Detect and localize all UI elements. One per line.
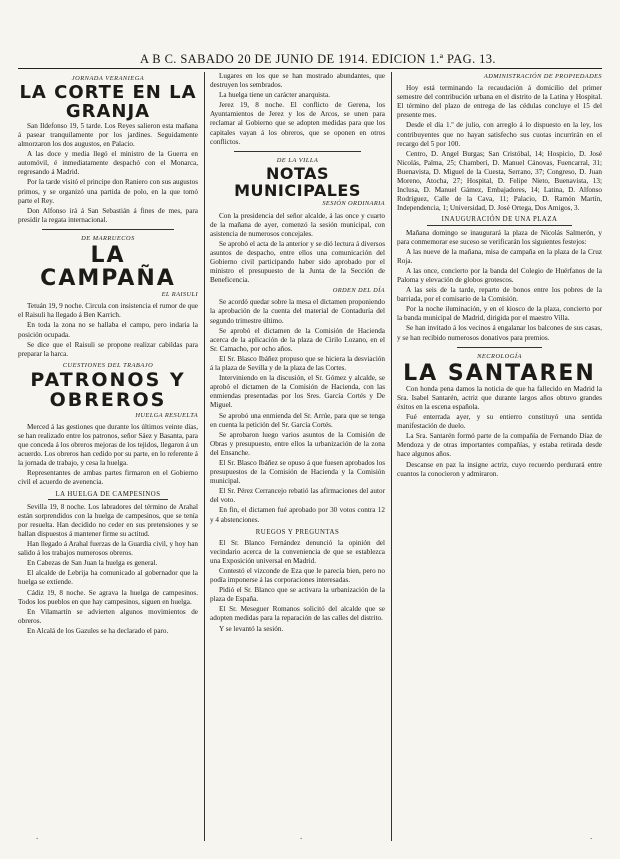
paragraph: A las nueve de la mañana, misa de campaña en la plaza de la Cruz Roja. — [397, 247, 602, 265]
kicker: NECROLOGÍA — [477, 352, 522, 360]
paragraph: Descanse en paz la insigne actriz, cuyo recuerdo perdurará entre cuantos la conocieron y admiraron. — [397, 460, 602, 478]
header-rule — [18, 68, 602, 69]
paragraph: Centro, D. Angel Burgas; San Cristóbal, 14; Hospicio, D. José Nicolás, Palma, 25; Chamberí, D. Manuel Cánovas, Fuencarral, 31; Buenavista, D. Miguel de la Cuesta, Serrano, 37; Congreso, D. Juan Moreno, Atocha, 27; Hospital, D. Felipe Nieto, Buenavista, 13; Inclusa, D. Manuel Gámez, Embajadores, 14; Latina, D. Alfonso Rodríguez, Calle de la Cava, 11; Palacio, D. Ramón Martín, Independencia, 1; Universidad, D. José Ortega, Dos Amigos, 3. — [397, 149, 602, 213]
footer-mark: · — [36, 835, 39, 843]
paragraph: Merced á las gestiones que durante los últimos veinte días, se han realizado entre los patronos, señor Sáez y Basanta, para que conceda á los obreros mejoras de los tejidos, llegaron á un acuerdo. Los obreros han cedido por su parte, en lo referente á la jornada de trabajo, y cesa la huelga. — [18, 422, 198, 468]
paragraph: Desde el día 1.º de julio, con arreglo á lo dispuesto en la ley, los contribuyentes que no hayan satisfecho sus cuotas incurrirán en el recargo del 5 por 100. — [397, 121, 602, 148]
subheading: SESIÓN ORDINARIA — [322, 200, 385, 208]
paragraph: Tetuán 19, 9 noche. Circula con insistencia el rumor de que el Raisuli ha llegado á Ben Karrich. — [18, 302, 198, 320]
section-subhead: RUEGOS Y PREGUNTAS — [255, 528, 340, 536]
paragraph: Se aprobó una enmienda del Sr. Arrúe, para que se tenga en cuenta la petición del Sr. García Cortés. — [210, 411, 385, 429]
paragraph: Mañana domingo se inaugurará la plaza de Nicolás Salmerón, y para conmemorar ese suceso se verificarán los siguientes festejos: — [397, 228, 602, 246]
divider — [457, 347, 542, 348]
paragraph: En Alcalá de los Gazules se ha declarado el paro. — [27, 626, 169, 635]
paragraph: El Sr. Pérez Cerrancejo rebatió las afirmaciones del autor del voto. — [210, 487, 385, 505]
paragraph: Representantes de ambas partes firmaron en el Gobierno civil el acuerdo de avenencia. — [18, 469, 198, 487]
column-1 — [18, 72, 198, 841]
running-header: A B C. SABADO 20 DE JUNIO DE 1914. EDICION 1.ª PAG. 13. — [140, 52, 496, 66]
paragraph: En toda la zona no se hallaba el campo, pero indaria la posición ocupada. — [18, 321, 198, 339]
headline-notas-municipales: NOTAS MUNICIPALES — [234, 163, 361, 200]
paragraph: El Sr. Blasco Ibáñez se opuso á que fuesen aprobados los presupuestos de la Comisión de Hacienda y la Comisión municipal. — [210, 458, 385, 486]
paragraph: Interviniendo en la discusión, el Sr. Gómez y alcalde, se aprobó el dictamen de la Comisión de Hacienda, con las enmiendas presentadas por los Sres. García Cortés y De Miguel. — [210, 374, 385, 410]
paragraph: El Sr. Blasco Ibáñez propuso que se hiciera la desviación á la plaza de Sevilla y de la plaza de las Cortes. — [210, 354, 385, 373]
column-divider-1 — [204, 72, 205, 841]
kicker: DE LA VILLA — [276, 156, 319, 164]
paragraph: Pidió el Sr. Blanco que se activara la urbanización de la plaza de España. — [210, 586, 385, 604]
kicker: CUESTIONES DEL TRABAJO — [62, 361, 154, 369]
column-3 — [397, 72, 602, 841]
kicker: DE MARRUECOS — [81, 234, 135, 242]
paragraph: La Sra. Santarén formó parte de la compañía de Fernando Díaz de Mendoza y de otras importantes compañías, y estaba retirada desde hace algunos años. — [397, 432, 602, 459]
paragraph: Lugares en los que se han mostrado abundantes, que destruyen los sembrados. — [210, 72, 385, 90]
paragraph: Han llegado á Arahal fuerzas de la Guardia civil, y hoy han salido á los trabajos numerosos obreros. — [18, 540, 198, 558]
paragraph: Cádiz 19, 8 noche. Se agrava la huelga de campesinos. Todos los pueblos en que hay campesinos, siguen en huelga. — [18, 588, 198, 606]
paragraph: Don Alfonso irá á San Sebastián á fines de mes, para presidir la regata internacional. — [18, 206, 198, 224]
paragraph: Se aprobaron luego varios asuntos de la Comisión de Obras y presupuesto, entre ellos la urbanización de la zona del Ensanche. — [210, 430, 385, 457]
subheading: EL RAISULI — [161, 291, 198, 299]
column-divider-2 — [391, 72, 392, 841]
paragraph: Se acordó quedar sobre la mesa el dictamen proponiendo la aprobación de la cuenta del material de Contaduría del segundo trimestre último. — [210, 298, 385, 325]
section-subhead: ADMINISTRACIÓN DE PROPIEDADES — [483, 73, 602, 80]
paragraph: El alcalde de Lebrija ha comunicado al gobernador que la huelga se extiende. — [18, 569, 198, 587]
paragraph: Se aprobó el acta de la anterior y se dió lectura á diversos asuntos de despacho, entre ellos una comunicación del Gobierno civil participando haber sido aprobado por el ministro el presupuesto de la Junta de la Sección de Beneficencia. — [210, 239, 385, 285]
paragraph: Se aprobó el dictamen de la Comisión de Hacienda acerca de la aplicación de la plaza de Cirilo Lozano, en el Sr. Camacho, por ocho años. — [210, 326, 385, 353]
paragraph: Fué enterrada ayer, y su entierro constituyó una sentida manifestación de duelo. — [397, 413, 602, 431]
paragraph: San Ildefonso 19, 5 tarde. Los Reyes salieron esta mañana á pasear tranquilamente por los jardines. Seguidamente almorzaron los dos augustos, en Palacio. — [18, 121, 198, 149]
footer-mark: · — [300, 835, 303, 843]
column-2 — [210, 72, 385, 841]
paragraph: En Cabezas de San Juan la huelga es general. — [27, 559, 158, 568]
paragraph: A las seis de la tarde, reparto de bonos entre los pobres de la barriada, por el comisario de la Comisión. — [397, 286, 602, 304]
headline-la-santaren: LA SANTAREN — [403, 360, 596, 386]
paragraph: Por la tarde visitó el principe don Raniero con sus augustos primos, y se organizó una partida de polo, en la que tomó parte el Rey. — [18, 178, 198, 205]
headline-patronos: PATRONOS Y OBREROS — [30, 368, 186, 411]
paragraph: Contestó el vizconde de Eza que le parecía bien, pero no podía imponerse á las corporaciones interesadas. — [210, 567, 385, 585]
paragraph: En fin, el dictamen fué aprobado por 30 votos contra 12 y 4 abstenciones. — [210, 506, 385, 524]
headline-la-corte: LA CORTE EN LA GRANJA — [19, 82, 197, 122]
paragraph: La huelga tiene un carácter anarquista. — [219, 91, 330, 100]
paragraph: Se han invitado á los vecinos á engalanar los balcones de sus casas, y se han recibido numerosos donativos para premios. — [397, 324, 602, 342]
paragraph: Se dice que el Raisuli se propone realizar cabildas para preparar la harca. — [18, 340, 198, 358]
footer-mark: · — [590, 835, 593, 843]
paragraph: Y se levantó la sesión. — [219, 624, 284, 633]
divider — [42, 229, 174, 230]
paragraph: El Sr. Meseguer Romanos solicitó del alcalde que se adopten medidas para la reparación de las calles del distrito. — [210, 605, 385, 623]
kicker: JORNADA VERANIEGA — [71, 75, 145, 82]
paragraph: A las doce y media llegó el ministro de la Guerra en automóvil, é inmediatamente despachó con el Monarca, regresando á Madrid. — [18, 150, 198, 177]
section-subhead: ORDEN DEL DÍA — [332, 287, 385, 295]
paragraph: El Sr. Blanco Fernández denunció la opinión del vecindario acerca de la conveniencia de que se establezca una Exposición universal en Madrid. — [210, 538, 385, 565]
headline-la-campana: LA CAMPAÑA — [40, 243, 176, 292]
paragraph: Por la noche iluminación, y en el kiosco de la plaza, concierto por la banda municipal de Madrid, dirigida por el maestro Villa. — [397, 305, 602, 323]
paragraph: En Vilamartín se advierten algunos movimientos de obreros. — [18, 607, 198, 625]
section-subhead: INAUGURACIÓN DE UNA PLAZA — [427, 215, 572, 225]
paragraph: Sevilla 19, 8 noche. Los labradores del término de Arahal están sorprendidos con la huelga de campesinos, que se tenía por resuelta. Han decidido no ceder en sus pretensiones y se hallan dispuestos á mantener firme su actitud. — [18, 502, 198, 538]
paragraph: Con la presidencia del señor alcalde, á las once y cuarto de la mañana de ayer, comenzó la sesión municipal, con asistencia de numerosos concejales. — [210, 211, 385, 238]
paragraph: A las once, concierto por la banda del Colegio de Huérfanos de la Paloma y elevación de globos grotescos. — [397, 266, 602, 284]
paragraph: Hoy está terminando la recaudación á domicilio del primer semestre del contribución urbana en el distrito de la Latina y Hospital. El término del plazo de entrega de las cédulas concluye el 15 del presente mes. — [397, 84, 602, 120]
subheading: HUELGA RESUELTA — [135, 411, 198, 419]
paragraph: Con honda pena damos la noticia de que ha fallecido en Madrid la Sra. Isabel Santarén, actriz que durante largos años obtuvo grandes éxitos en la escena española. — [397, 384, 602, 411]
paragraph: Jerez 19, 8 noche. El conflicto de Gerena, los Ayuntamientos de Jerez y los de Arcos, se unen para reclamar al Gobierno que se adopten medidas para que los capitales vayan á los obreros, que se oponen en otros conflictos. — [210, 101, 385, 146]
divider — [234, 151, 361, 152]
section-subhead: LA HUELGA DE CAMPESINOS — [48, 490, 168, 500]
